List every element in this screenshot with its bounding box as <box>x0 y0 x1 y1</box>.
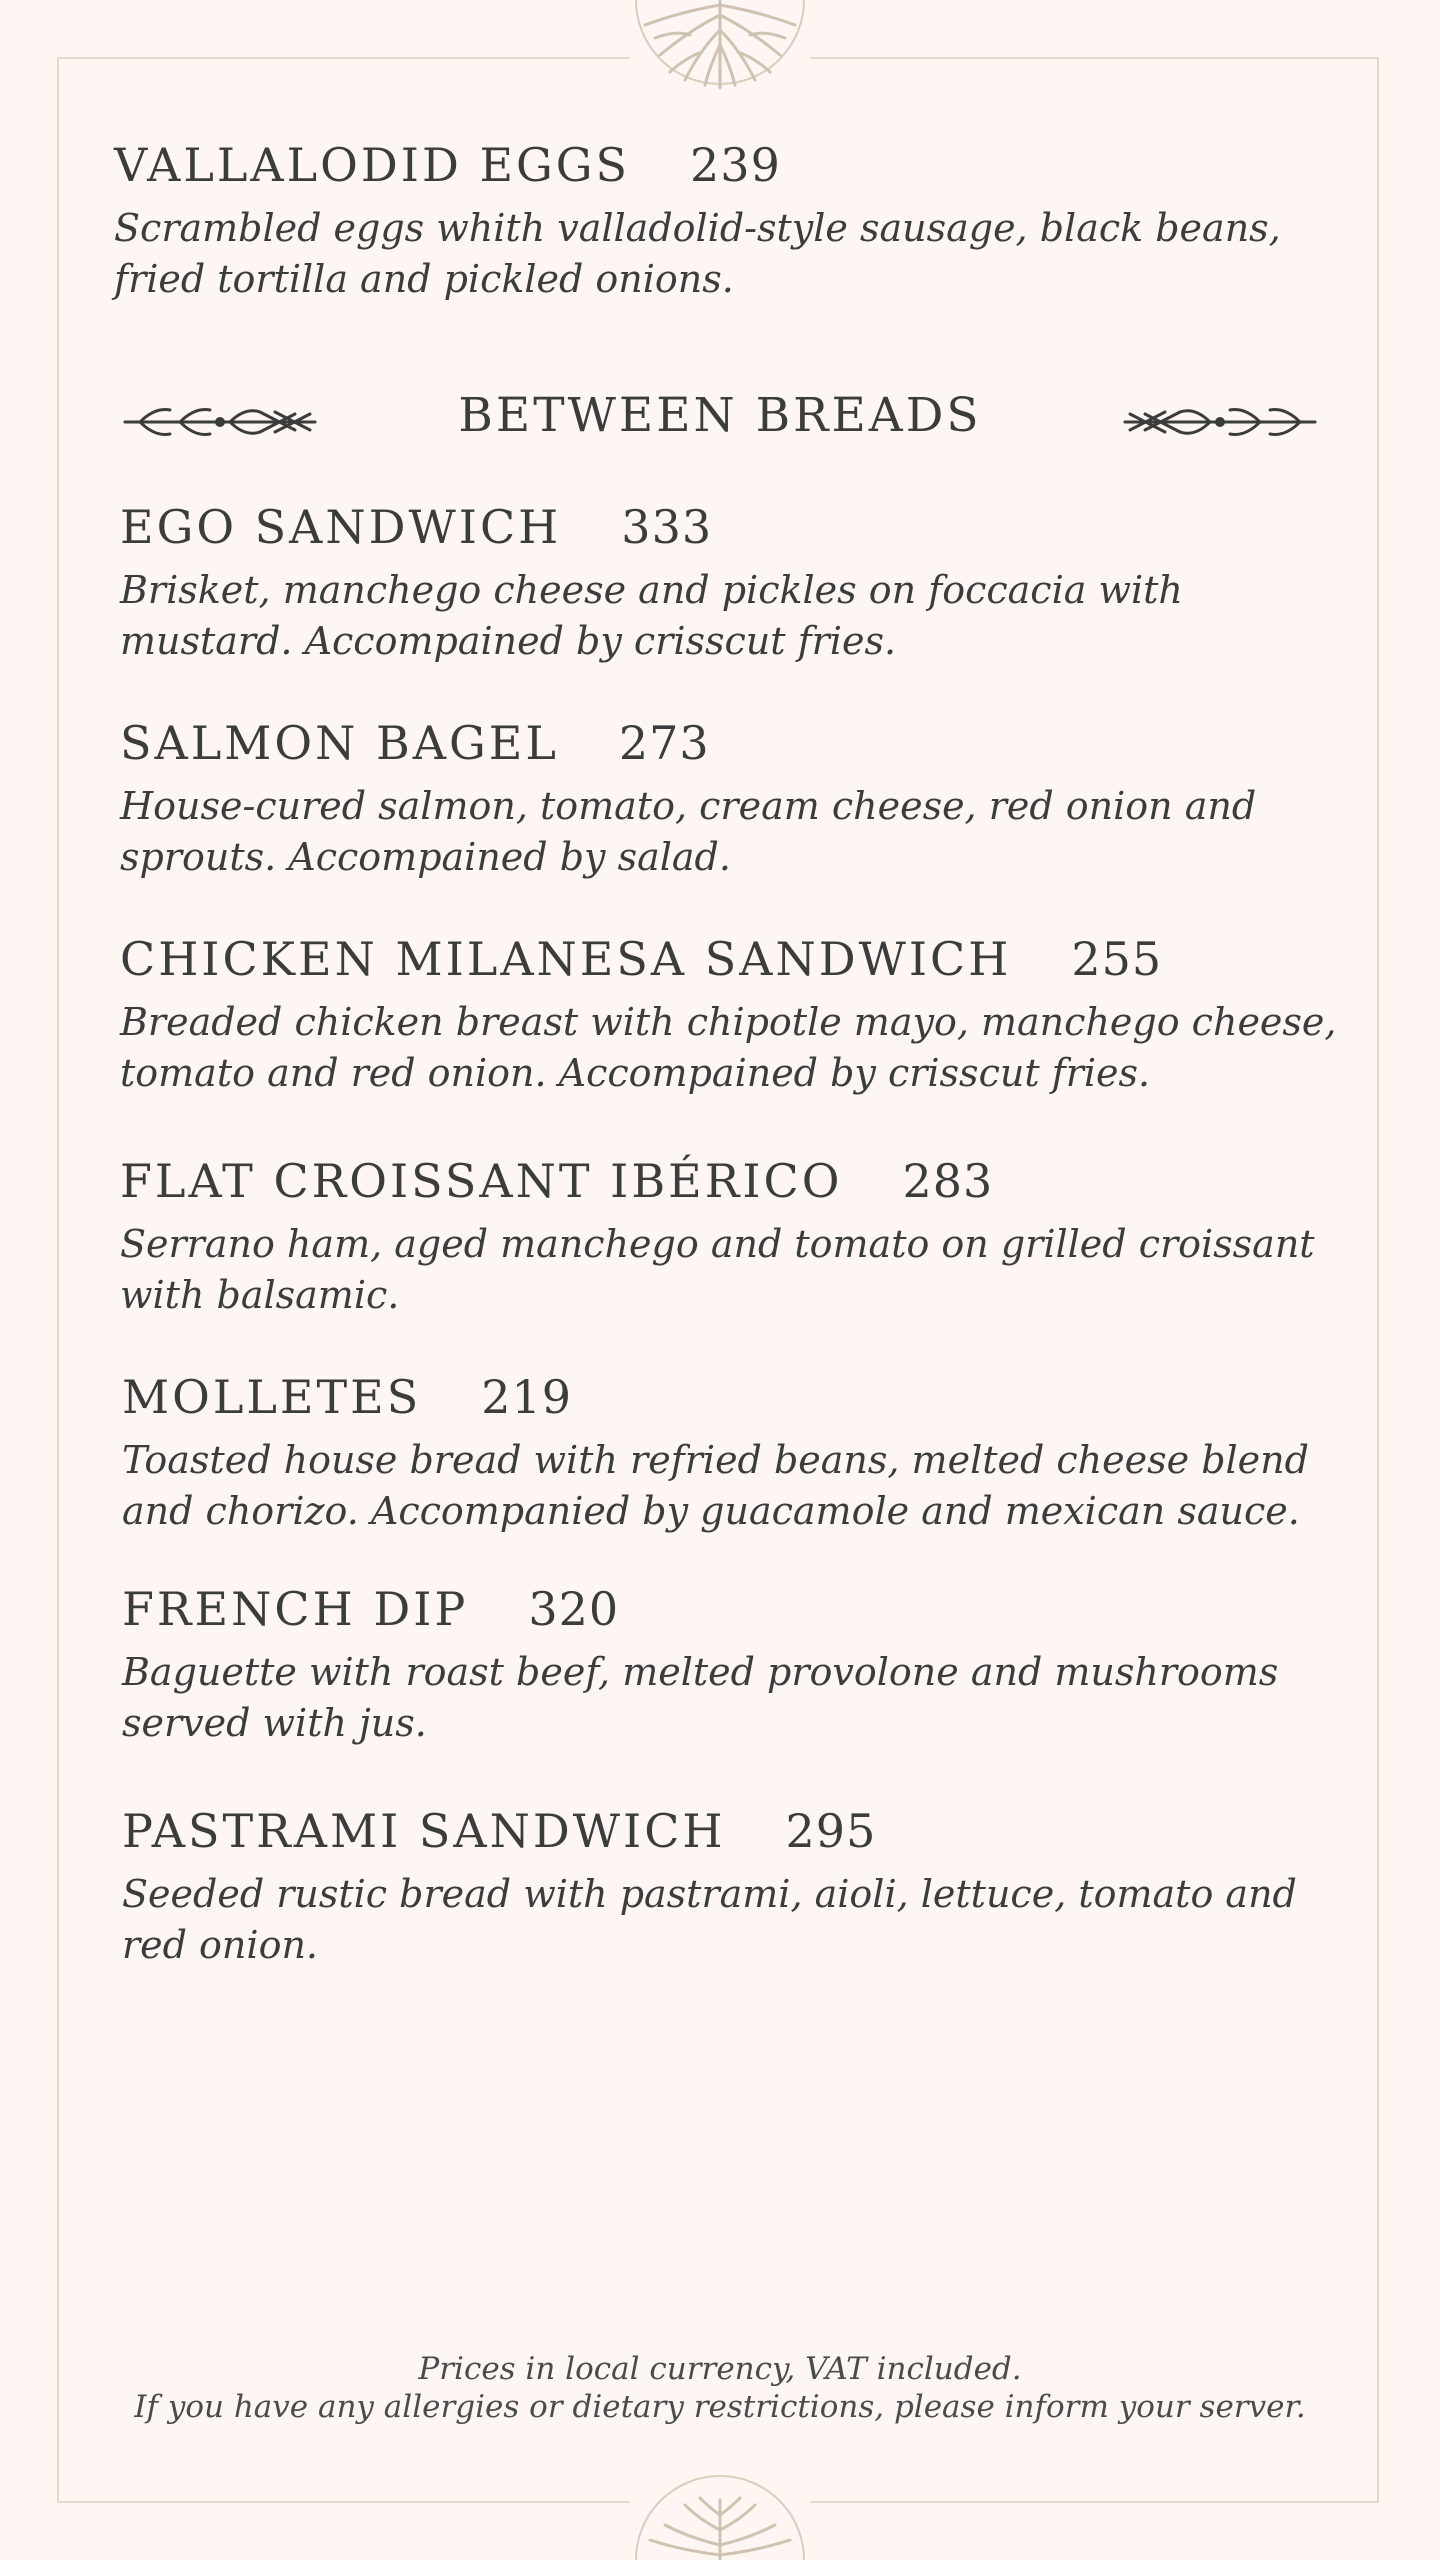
item-description: Seeded rustic bread with pastrami, aioli, lettuce, tomato and red onion. <box>122 1871 1297 1967</box>
menu-item-flat-croissant-iberico <box>120 1156 1370 1321</box>
item-price: 255 <box>1071 932 1163 986</box>
item-description: Brisket, manchego cheese and pickles on foccacia with mustard. Accompained by crisscut fries. <box>120 567 1183 663</box>
item-title <box>122 1372 1372 1423</box>
menu-item-vallalodid-eggs <box>114 140 1364 305</box>
item-name: PASTRAMI SANDWICH <box>122 1804 726 1858</box>
item-price: 333 <box>621 500 713 554</box>
item-description: Toasted house bread with refried beans, melted cheese blend and chorizo. Accompanied by guacamole and mexican sauce. <box>122 1437 1309 1533</box>
item-description: Serrano ham, aged manchego and tomato on grilled croissant with balsamic. <box>120 1221 1315 1317</box>
item-price: 320 <box>528 1582 620 1636</box>
item-price: 295 <box>785 1804 877 1858</box>
item-description: Baguette with roast beef, melted provolone and mushrooms served with jus. <box>122 1649 1279 1745</box>
item-title <box>122 1584 1372 1635</box>
menu-item-ego-sandwich <box>120 502 1370 667</box>
footer-prices-note: Prices in local currency, VAT included. <box>418 2351 1022 2387</box>
menu-item-molletes <box>122 1372 1372 1537</box>
menu-item-salmon-bagel <box>120 718 1370 883</box>
footer-allergy-note: If you have any allergies or dietary restrictions, please inform your server. <box>134 2389 1306 2425</box>
item-price: 273 <box>618 716 710 770</box>
item-title <box>122 1806 1372 1857</box>
item-price: 239 <box>690 138 781 192</box>
item-title <box>114 140 1364 191</box>
item-name: MOLLETES <box>122 1370 422 1424</box>
menu-item-french-dip <box>122 1584 1372 1749</box>
item-title <box>120 1156 1370 1207</box>
item-title <box>120 718 1370 769</box>
menu-item-pastrami-sandwich <box>122 1806 1372 1971</box>
laurel-branch-icon <box>1120 392 1320 452</box>
item-description: House-cured salmon, tomato, cream cheese, red onion and sprouts. Accompained by salad. <box>120 783 1257 879</box>
item-name: FRENCH DIP <box>122 1582 469 1636</box>
item-name: CHICKEN MILANESA SANDWICH <box>120 932 1012 986</box>
item-description: Breaded chicken breast with chipotle mayo, manchego cheese, tomato and red onion. Accompained by crisscut fries. <box>120 999 1337 1095</box>
item-name: EGO SANDWICH <box>120 500 562 554</box>
item-title <box>120 934 1370 985</box>
tree-roots-icon <box>630 0 810 90</box>
item-name: SALMON BAGEL <box>120 716 559 770</box>
tree-roots-icon <box>630 2470 810 2560</box>
menu-item-chicken-milanesa-sandwich <box>120 934 1370 1099</box>
item-price: 283 <box>902 1154 994 1208</box>
item-name: VALLALODID EGGS <box>114 138 631 192</box>
item-description: Scrambled eggs whith valladolid-style sausage, black beans, fried tortilla and pickled onions. <box>114 205 1281 301</box>
item-name: FLAT CROISSANT IBÉRICO <box>120 1154 843 1208</box>
item-price: 219 <box>481 1370 573 1424</box>
section-title: BETWEEN BREADS <box>458 388 982 443</box>
item-title <box>120 502 1370 553</box>
